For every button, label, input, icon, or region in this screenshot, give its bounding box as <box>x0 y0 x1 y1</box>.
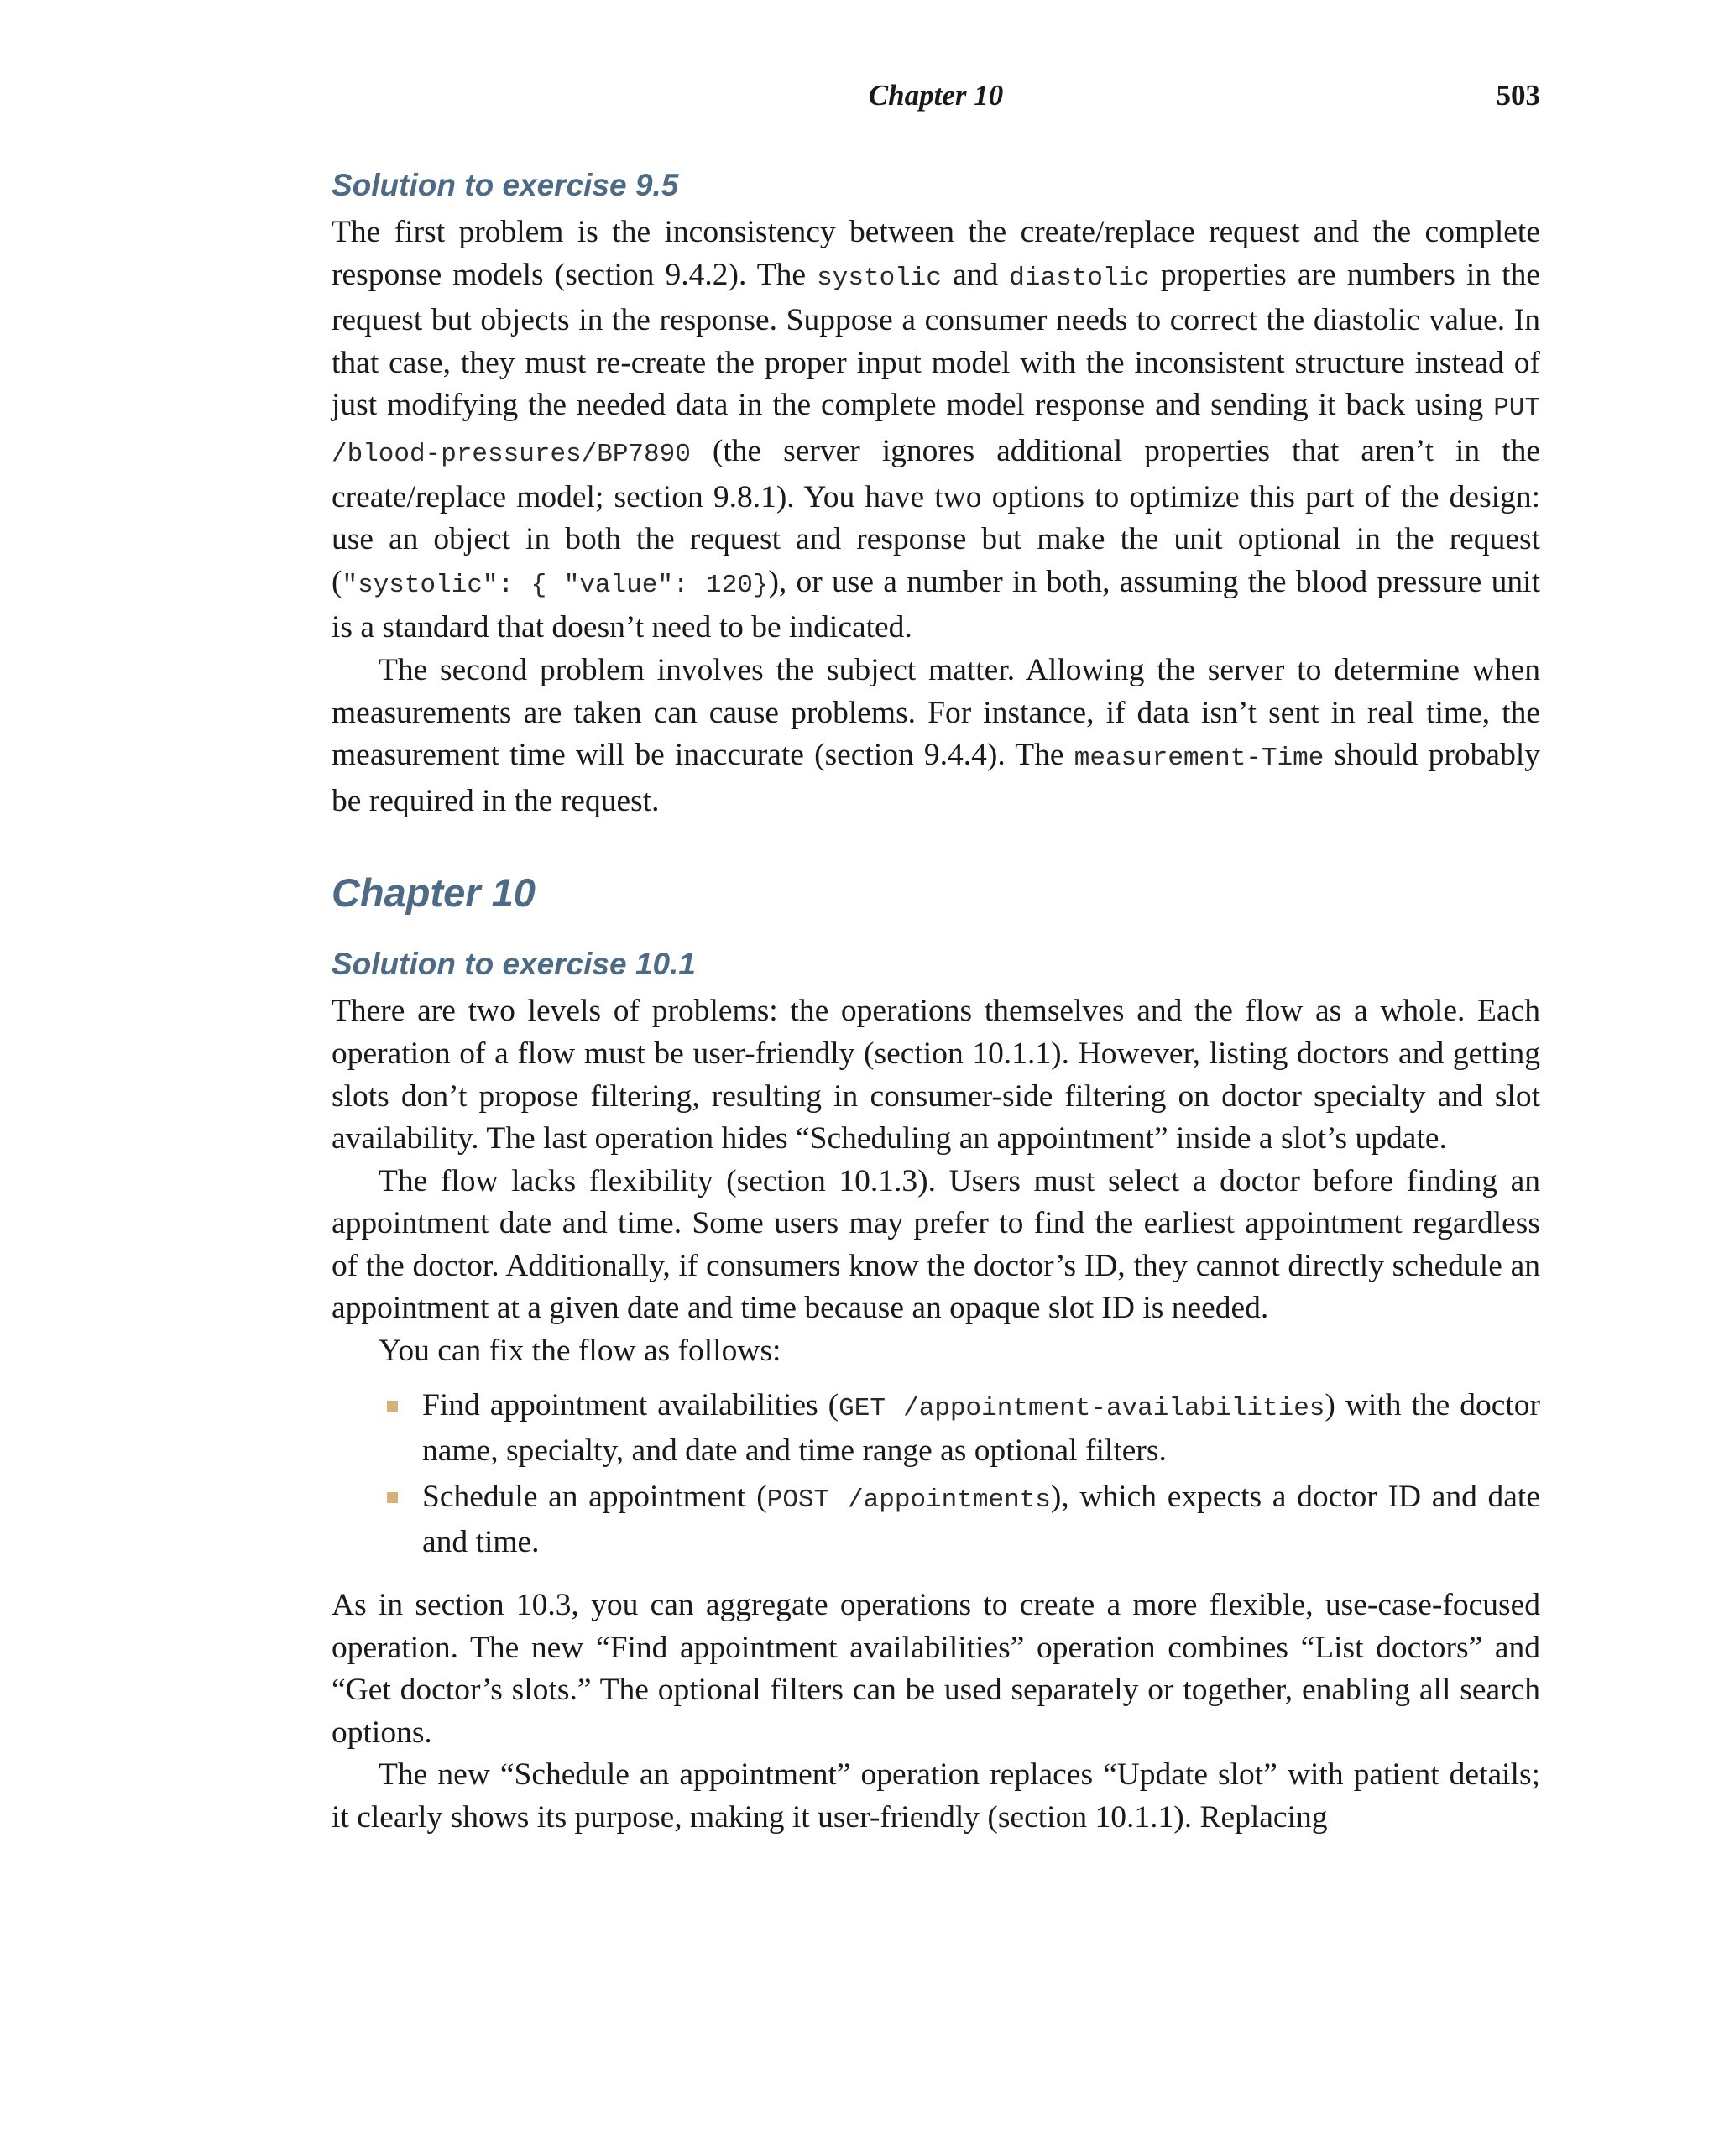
text: and <box>941 257 1010 292</box>
heading-solution-9-5: Solution to exercise 9.5 <box>332 168 679 202</box>
text: The second problem involves the subject matter. Allowing the server to determine when measurements are taken can cause problems. For instance, if data isn’t sent in real time, the measurement time will be inaccurate (section 9.4.4). The <box>332 652 1540 773</box>
page-number: 503 <box>1496 79 1540 112</box>
running-head <box>332 79 1540 121</box>
code-systolic-object: "systolic": { "value": 120} <box>342 570 769 600</box>
chapter-heading: Chapter 10 <box>332 870 536 916</box>
code-put-request: PUT /blood-pressures/BP7890 <box>332 394 1540 469</box>
paragraph-10-1-fourth: As in section 10.3, you can aggregate operations to create a more flexible, use-case-focused operation. The new “Find appointment availabilities” operation combines “List doctors” and “Get doctor’s slots.” The optional filters can be used separately or together, enabling all search options. <box>332 1588 1540 1750</box>
square-bullet-icon <box>387 1401 398 1412</box>
square-bullet-icon <box>387 1492 398 1503</box>
paragraph-10-1-fifth: The new “Schedule an appointment” operation replaces “Update slot” with patient details; it clearly shows its purpose, making it user-friendly (section 10.1.1). Replacing <box>332 1757 1540 1835</box>
heading-solution-10-1: Solution to exercise 10.1 <box>332 947 696 982</box>
text: Find appointment availabilities ( <box>422 1387 839 1423</box>
paragraph-10-1-first: There are two levels of problems: the operations themselves and the flow as a whole. Each operation of a flow must be user-friendly (section 10.1.1). However, listing doctors and getting slots don’t propose filtering, resulting in consumer-side filtering on doctor specialty and slot availability. The last operation hides “Scheduling an appointment” inside a slot’s update. <box>332 994 1540 1156</box>
paragraph-9-5-first <box>332 211 1540 650</box>
code-systolic: systolic <box>817 263 942 293</box>
paragraph-9-5-second <box>332 650 1540 822</box>
code-get-availabilities: GET /appointment-availabilities <box>839 1393 1325 1423</box>
list-item <box>332 1385 1540 1473</box>
text: Schedule an appointment ( <box>422 1479 767 1514</box>
paragraph-10-1-second: The flow lacks flexibility (section 10.1.3). Users must select a doctor before finding an appointment date and time. Some users may prefer to find the earliest appointment regardless of the doctor. Additionally, if consumers know the doctor’s ID, they cannot directly schedule an appointment at a given date and time because an opaque slot ID is needed. <box>332 1163 1540 1326</box>
text: (the server ignores additional properties that aren’t in the create/replace model; section 9.8.1). You have two options to optimize this part of the design: use an object in both the request and response but make the unit optional in the request ( <box>332 433 1540 599</box>
bullet-list <box>332 1385 1540 1564</box>
paragraph-10-1-third: You can fix the flow as follows: <box>379 1334 781 1369</box>
code-diastolic: diastolic <box>1009 263 1150 293</box>
list-item <box>332 1476 1540 1564</box>
text: ), which expects a doctor ID and date and time. <box>422 1479 1540 1560</box>
code-measurement-time: measurement-Time <box>1074 744 1325 774</box>
text: ) with the doctor name, specialty, and date and time range as optional filters. <box>422 1387 1540 1469</box>
text: properties are numbers in the request but objects in the response. Suppose a consumer needs to correct the diastolic value. In that case, they must re-create the proper input model with the inconsistent structure instead of just modifying the needed data in the complete model response and sending it back using <box>332 257 1540 423</box>
text: ), or use a number in both, assuming the blood pressure unit is a standard that doesn’t need to be indicated. <box>332 564 1540 645</box>
text: should probably be required in the request. <box>332 738 1540 818</box>
code-post-appointments: POST /appointments <box>766 1485 1051 1515</box>
page-body <box>332 164 1540 1840</box>
running-head-chapter: Chapter 10 <box>868 79 1004 112</box>
text: The first problem is the inconsistency between the create/replace request and the complete response models (section 9.4.2). The <box>332 215 1540 292</box>
